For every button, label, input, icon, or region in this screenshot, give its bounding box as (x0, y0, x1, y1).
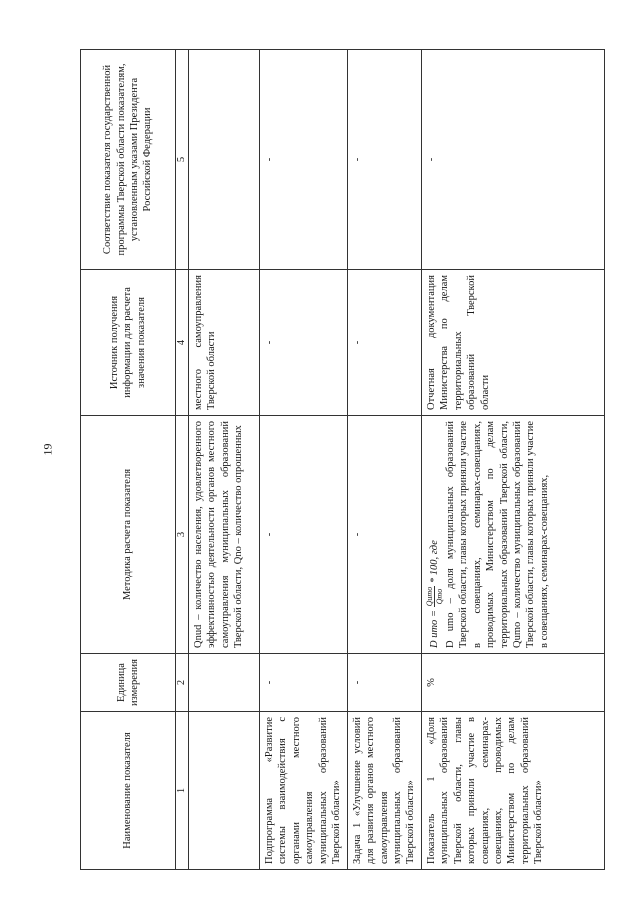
indicator-name-cell: Подпрограмма «Развитие системы взаимодействия с органами местного самоуправления муниципальных образований Тверской области» (260, 712, 348, 870)
column-number-row (176, 50, 189, 870)
table-row (421, 50, 604, 870)
indicator-name-cell: Задача 1 «Улучшение условий для развития органов местного самоуправления муниципальных образований Тверской области» (347, 712, 421, 870)
unit-cell: - (260, 654, 348, 712)
correspondence-cell: - (421, 50, 604, 270)
method-cell: - (260, 416, 348, 654)
source-cell: - (260, 270, 348, 416)
column-number: 3 (176, 416, 189, 654)
table-row (260, 50, 348, 870)
unit-cell: - (347, 654, 421, 712)
rotated-table-container (80, 50, 588, 870)
table-row (189, 50, 260, 870)
table-row (347, 50, 421, 870)
formula-denominator: Qmo (434, 588, 444, 605)
column-number: 4 (176, 270, 189, 416)
formula-fraction (425, 586, 444, 608)
source-cell: местного самоуправления Тверской области (189, 270, 260, 416)
indicator-name-cell: Показатель 1 «Доля муниципальных образований Тверской области, главы которых приняли участие в совещаниях, семинарах-совещаниях, проводимых Министерством по делам территориальных образований Тверской области» (421, 712, 604, 870)
indicator-name-cell (189, 712, 260, 870)
table-header-row (81, 50, 176, 870)
correspondence-cell: - (347, 50, 421, 270)
page-number: 19 (40, 443, 55, 456)
formula-numerator: Qumo (424, 586, 434, 607)
header-correspondence: Соответствие показателя государственной программы Тверской области показателям, установленным указами Президента Российской Федерации (81, 50, 176, 270)
method-description: D umo – доля муниципальных образований Тверской области, главы которых приняли участие в совещаниях, семинарах-совещаниях, проводимых Министерством по делам территориальных образований Тверской области, Qumo – количество муниципальных образований Тверской области, главы которых приняли участие в совещаниях, семинарах-совещаниях, (444, 421, 550, 648)
formula-lhs: D umo = (428, 609, 440, 648)
correspondence-cell: - (260, 50, 348, 270)
formula-rhs: * 100, где (428, 540, 440, 584)
correspondence-cell (189, 50, 260, 270)
unit-cell: % (421, 654, 604, 712)
formula (425, 421, 444, 648)
source-cell: Отчетная документация Министерства по делам территориальных образований Тверской области (421, 270, 604, 416)
header-source: Источник получения информации для расчета значения показателя (81, 270, 176, 416)
source-cell: - (347, 270, 421, 416)
column-number: 2 (176, 654, 189, 712)
header-method: Методика расчета показателя (81, 416, 176, 654)
column-number: 1 (176, 712, 189, 870)
indicator-table (80, 49, 605, 870)
method-cell: - (347, 416, 421, 654)
header-unit: Единица измерения (81, 654, 176, 712)
header-indicator-name: Наименование показателя (81, 712, 176, 870)
method-cell: Qnud – количество населения, удовлетворенного эффективностью деятельности органов местного самоуправления муниципальных образований Тверской области, Qno – количество опрошенных (189, 416, 260, 654)
unit-cell (189, 654, 260, 712)
column-number: 5 (176, 50, 189, 270)
method-cell (421, 416, 604, 654)
